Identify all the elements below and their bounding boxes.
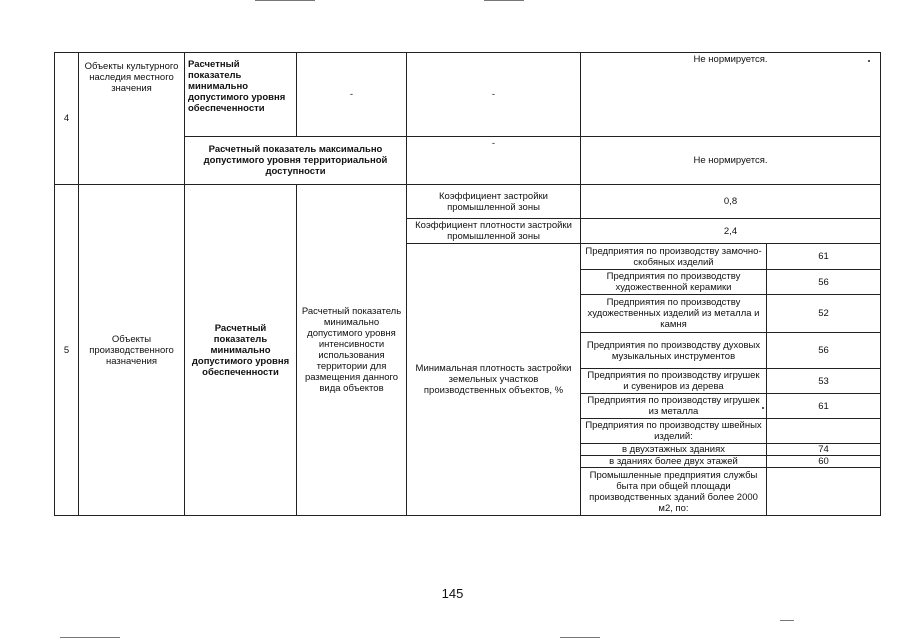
object-name-industrial: Объекты производственного назначения bbox=[79, 185, 185, 516]
dash-cell: - bbox=[297, 53, 407, 137]
scan-edge-line-bottom bbox=[60, 637, 120, 638]
indicator-min-provision: Расчетный показатель минимально допустимого уровня обеспеченности bbox=[185, 185, 297, 516]
enterprise-label: Предприятия по производству художественных изделий из металла и камня bbox=[581, 295, 767, 333]
enterprise-value: 56 bbox=[767, 333, 881, 369]
enterprise-label: Предприятия по производству замочно-скобяных изделий bbox=[581, 244, 767, 270]
coef-build-value: 0,8 bbox=[581, 185, 881, 219]
row-number-5: 5 bbox=[55, 185, 79, 516]
enterprise-label: Предприятия по производству швейных изделий: bbox=[581, 419, 767, 444]
scan-edge-line-bottom bbox=[560, 637, 600, 638]
coef-build-label: Коэффициент застройки промышленной зоны bbox=[407, 185, 581, 219]
indicator-intensity-description: Расчетный показатель минимально допустимого уровня интенсивности использования территории для размещения данного вида объектов bbox=[297, 185, 407, 516]
enterprise-value: 61 bbox=[767, 394, 881, 419]
norms-table bbox=[54, 52, 881, 516]
enterprise-value: 52 bbox=[767, 295, 881, 333]
enterprise-sub-label: в зданиях более двух этажей bbox=[581, 456, 767, 468]
scan-edge-line-top bbox=[255, 0, 315, 1]
coef-density-value: 2,4 bbox=[581, 219, 881, 244]
enterprise-value bbox=[767, 468, 881, 516]
enterprise-label: Предприятия по производству художественной керамики bbox=[581, 270, 767, 295]
scan-edge-line-top bbox=[484, 0, 524, 1]
enterprise-label: Предприятия по производству игрушек из металла bbox=[581, 394, 767, 419]
enterprise-value: 53 bbox=[767, 369, 881, 394]
row-number-4: 4 bbox=[55, 53, 79, 185]
min-density-label: Минимальная плотность застройки земельных участков производственных объектов, % bbox=[407, 244, 581, 516]
enterprise-label: Промышленные предприятия службы быта при общей площади производственных зданий более 2000 м2, по: bbox=[581, 468, 767, 516]
enterprise-label: Предприятия по производству духовых музыкальных инструментов bbox=[581, 333, 767, 369]
dash-cell: - bbox=[407, 137, 581, 185]
enterprise-sub-label: в двухэтажных зданиях bbox=[581, 444, 767, 456]
not-normed-text: Не нормируется. bbox=[581, 137, 881, 185]
enterprise-value: 56 bbox=[767, 270, 881, 295]
enterprise-value bbox=[767, 419, 881, 444]
coef-density-label: Коэффициент плотности застройки промышленной зоны bbox=[407, 219, 581, 244]
dash-cell: - bbox=[407, 53, 581, 137]
enterprise-value: 74 bbox=[767, 444, 881, 456]
scan-edge-line-bottom bbox=[780, 620, 794, 621]
enterprise-value: 61 bbox=[767, 244, 881, 270]
page-number: 145 bbox=[441, 586, 464, 601]
enterprise-label: Предприятия по производству игрушек и сувениров из дерева bbox=[581, 369, 767, 394]
enterprise-value: 60 bbox=[767, 456, 881, 468]
indicator-min-provision: Расчетный показатель минимально допустимого уровня обеспеченности bbox=[185, 53, 297, 137]
object-name-cultural-heritage: Объекты культурного наследия местного значения bbox=[79, 53, 185, 185]
not-normed-text: Не нормируется. bbox=[581, 53, 881, 137]
indicator-max-accessibility: Расчетный показатель максимально допустимого уровня территориальной доступности bbox=[185, 137, 407, 185]
